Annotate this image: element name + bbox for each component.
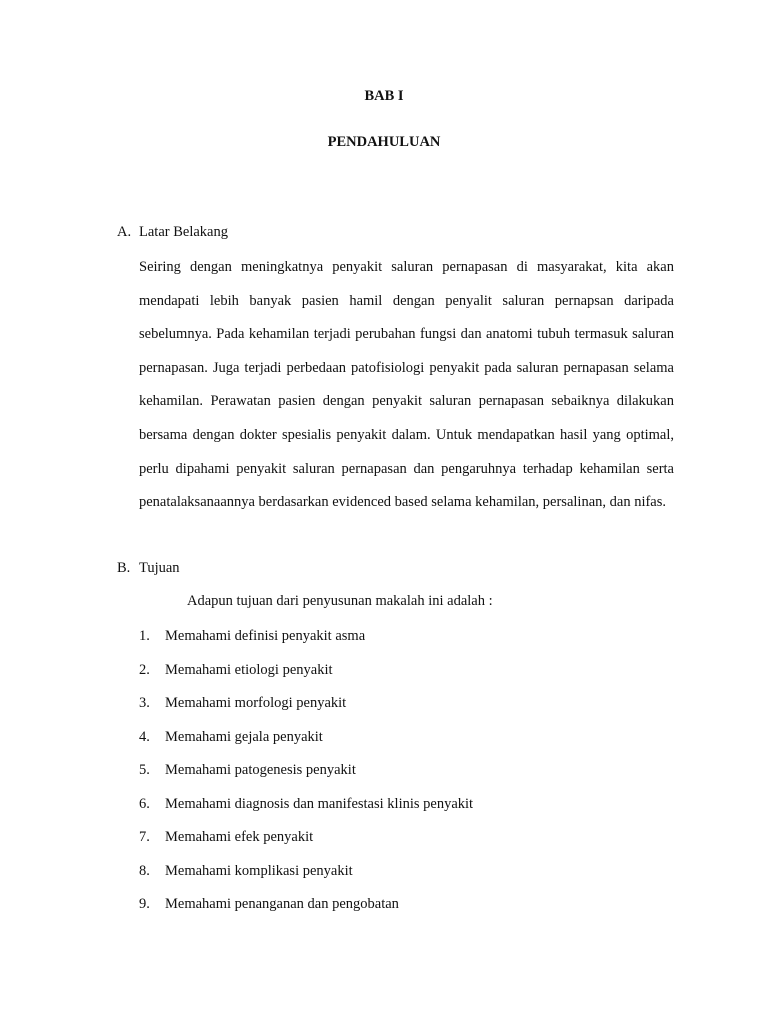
chapter-number: BAB I xyxy=(364,88,404,104)
list-item xyxy=(139,727,473,761)
section-heading-latar-belakang xyxy=(117,224,228,241)
list-number: 9. xyxy=(139,896,150,912)
chapter-title: PENDAHULUAN xyxy=(327,134,441,150)
list-item xyxy=(139,794,473,828)
list-item xyxy=(139,660,473,694)
section-letter: B. xyxy=(117,560,131,576)
list-number: 8. xyxy=(139,862,150,879)
list-text: Memahami etiologi penyakit xyxy=(165,661,333,678)
list-text: Memahami diagnosis dan manifestasi klinis penyakit xyxy=(165,795,474,812)
list-number: 1. xyxy=(139,628,150,644)
list-number: 6. xyxy=(139,795,150,812)
list-text: Memahami morfologi penyakit xyxy=(165,695,347,711)
background-paragraph: Seiring dengan meningkatnya penyakit saluran pernapasan di masyarakat, kita akan mendapati lebih banyak pasien hamil dengan penyalit saluran pernapsan daripada sebelumnya. Pada kehamilan terjadi perubahan fungsi dan anatomi tubuh termasuk saluran pernapasan. Juga terjadi perbedaan patofisiologi penyakit pada saluran pernapasan selama kehamilan. Perawatan pasien dengan penyakit saluran pernapasan sebaiknya dilakukan bersama dengan dokter spesialis penyakit dalam. Untuk mendapatkan hasil yang optimal, perlu dipahami penyakit saluran pernapasan dan pengaruhnya terhadap kehamilan serta penatalaksanaannya berdasarkan evidenced based selama kehamilan, persalinan, dan nifas. xyxy=(139,259,674,511)
goals-list xyxy=(139,626,473,928)
list-text: Memahami penanganan dan pengobatan xyxy=(165,896,399,912)
section-title: Latar Belakang xyxy=(139,224,228,240)
list-number: 5. xyxy=(139,762,150,778)
list-item xyxy=(139,760,473,794)
goals-intro: Adapun tujuan dari penyusunan makalah ini adalah : xyxy=(187,593,493,609)
list-number: 7. xyxy=(139,829,150,845)
list-text: Memahami gejala penyakit xyxy=(165,728,323,745)
list-text: Memahami komplikasi penyakit xyxy=(165,862,353,879)
list-number: 3. xyxy=(139,695,150,711)
list-text: Memahami definisi penyakit asma xyxy=(165,628,366,644)
section-heading-tujuan xyxy=(117,560,180,577)
list-item xyxy=(139,626,473,660)
list-item xyxy=(139,894,473,928)
list-number: 4. xyxy=(139,728,150,745)
list-number: 2. xyxy=(139,661,150,678)
list-text: Memahami efek penyakit xyxy=(165,829,314,845)
list-item xyxy=(139,693,473,727)
section-letter: A. xyxy=(117,224,132,240)
list-text: Memahami patogenesis penyakit xyxy=(165,762,356,778)
list-item xyxy=(139,827,473,861)
section-title: Tujuan xyxy=(139,560,180,576)
list-item xyxy=(139,861,473,895)
